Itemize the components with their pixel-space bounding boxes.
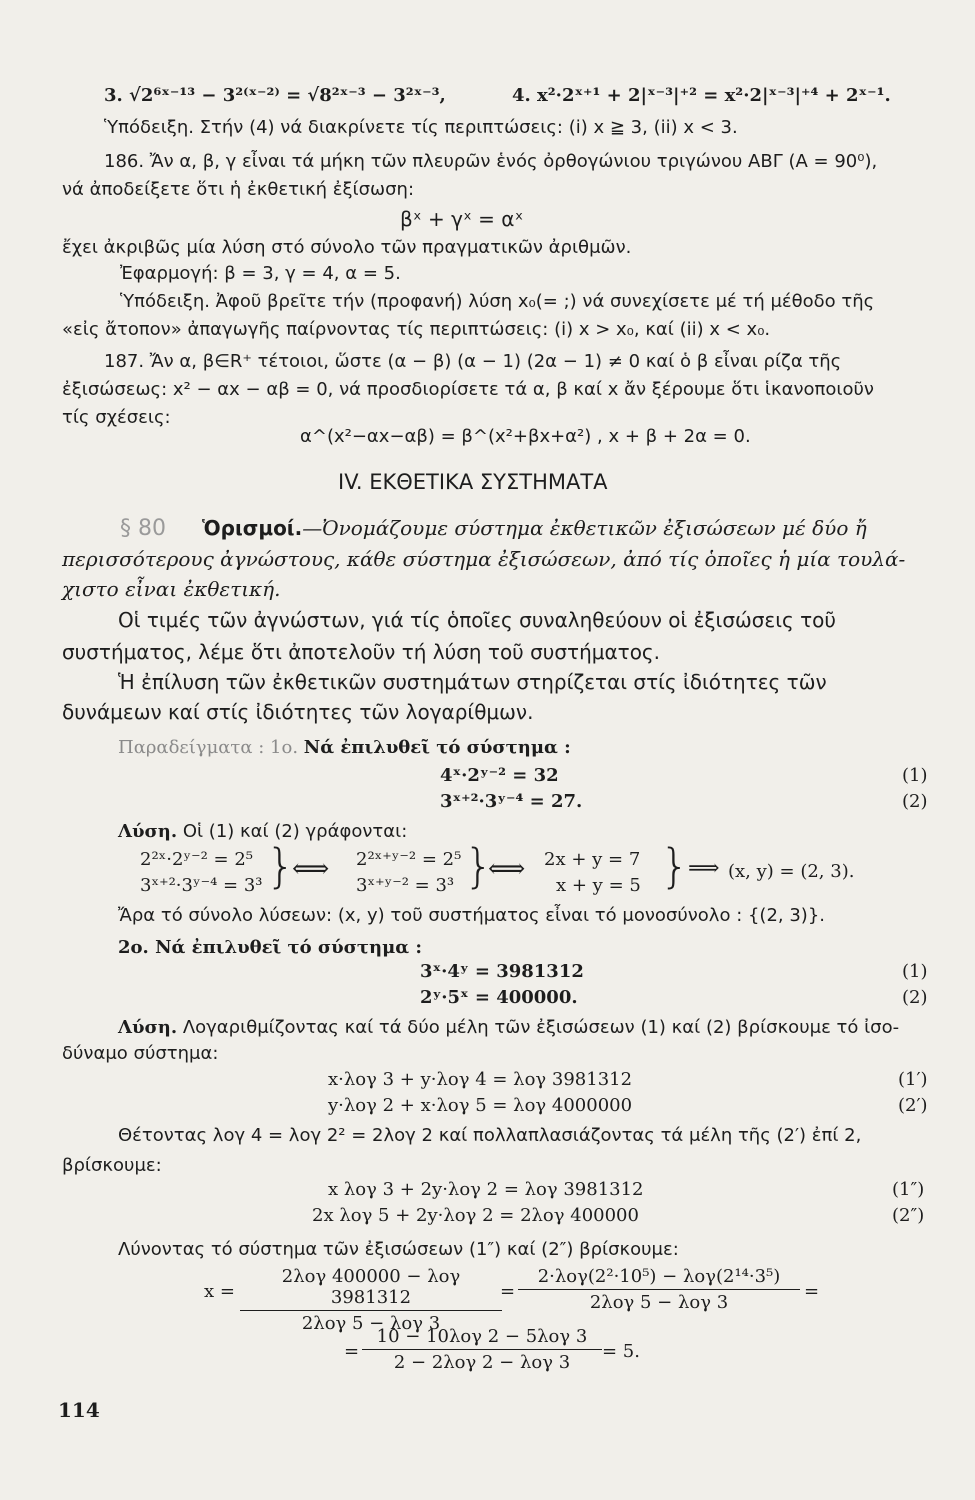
definition-line3: χιστο εἶναι ἐκθετική. bbox=[62, 577, 281, 601]
step3-eq-b: x + y = 5 bbox=[556, 875, 641, 896]
exercise-186-application: Ἐφαρμογή: β = 3, γ = 4, α = 5. bbox=[120, 263, 401, 284]
fraction-1-denominator: 2λογ 5 − λογ 3 bbox=[301, 1313, 441, 1334]
fraction-3-bar bbox=[362, 1349, 602, 1350]
exercise-187-line3: τίς σχέσεις: bbox=[62, 407, 171, 428]
step1-eq-b: 3ˣ⁺²·3ʸ⁻⁴ = 3³ bbox=[140, 875, 263, 896]
paragraph2-line1: Ἡ ἐπίλυση τῶν ἐκθετικῶν συστημάτων στηρίζεται στίς ἰδιότητες τῶν bbox=[118, 670, 827, 694]
definition-line1 bbox=[202, 516, 867, 540]
fraction-3 bbox=[362, 1326, 602, 1373]
step3-brace: } bbox=[660, 839, 690, 893]
fraction-3-numerator: 10 − 10λογ 2 − 5λογ 3 bbox=[376, 1326, 588, 1347]
fraction-1-numerator: 2λογ 400000 − λογ 3981312 bbox=[281, 1266, 461, 1308]
example1-solution-label: Λύση. bbox=[118, 821, 178, 842]
step1-eq-a: 2²ˣ·2ʸ⁻² = 2⁵ bbox=[140, 849, 254, 870]
log-eq1: x·λογ 3 + y·λογ 4 = λογ 3981312 bbox=[328, 1069, 633, 1090]
paragraph2-line2: δυνάμεων καί στίς ἰδιότητες τῶν λογαρίθμων. bbox=[62, 700, 534, 724]
solving-text: Λύνοντας τό σύστημα τῶν ἐξισώσεων (1″) καί (2″) βρίσκουμε: bbox=[118, 1239, 679, 1260]
example1-solution-line bbox=[118, 820, 407, 844]
example2-eq1: 3ˣ·4ʸ = 3981312 bbox=[420, 961, 584, 982]
mult-eq1: x λογ 3 + 2y·λογ 2 = λογ 3981312 bbox=[328, 1179, 644, 1200]
fraction-1 bbox=[240, 1266, 502, 1334]
page-number: 114 bbox=[58, 1398, 100, 1422]
fraction-2-numerator: 2·λογ(2²·10⁵) − λογ(2¹⁴·3⁵) bbox=[537, 1266, 781, 1287]
step1-brace: } bbox=[266, 839, 296, 893]
equals-sign-2: = bbox=[804, 1281, 820, 1302]
x-equals: x = bbox=[204, 1281, 235, 1302]
exercise-186-line3: ἔχει ἀκριβῶς μία λύση στό σύνολο τῶν πραγματικῶν ἀριθμῶν. bbox=[62, 237, 632, 258]
mult-eq1-number: (1″) bbox=[892, 1179, 925, 1200]
log-eq1-number: (1′) bbox=[898, 1069, 928, 1090]
fraction-3-denominator: 2 − 2λογ 2 − λογ 3 bbox=[393, 1352, 571, 1373]
fraction-2-denominator: 2λογ 5 − λογ 3 bbox=[589, 1292, 729, 1313]
section-number: § 80 bbox=[120, 516, 166, 541]
exercise-186-hint1: Ὑπόδειξη. Ἀφοῦ βρεῖτε τήν (προφανή) λύση x₀(= ;) νά συνεχίσετε μέ τή μέθοδο τῆς bbox=[120, 291, 875, 312]
final-result: = 5. bbox=[602, 1341, 640, 1362]
paragraph1-line1: Οἱ τιμές τῶν ἀγνώστων, γιά τίς ὁποῖες συναληθεύουν οἱ ἐξισώσεις τοῦ bbox=[118, 608, 836, 632]
implies-arrow: ⟹ bbox=[688, 856, 720, 881]
exercise-186-equation: βˣ + γˣ = αˣ bbox=[400, 207, 524, 231]
definition-text-1: —Ὀνομάζουμε σύστημα ἐκθετικῶν ἐξισώσεων μέ δύο ἤ bbox=[302, 516, 867, 540]
exercise-4: 4. x²·2ˣ⁺¹ + 2|ˣ⁻³|⁺² = x²·2|ˣ⁻³|⁺⁴ + 2ˣ⁻¹. bbox=[512, 85, 891, 106]
example2-eq1-number: (1) bbox=[902, 961, 928, 982]
log-eq2-number: (2′) bbox=[898, 1095, 928, 1116]
example2-solution-label: Λύση. bbox=[118, 1017, 178, 1038]
exercise-186-hint2: «εἰς ἄτοπον» ἀπαγωγῆς παίρνοντας τίς περιπτώσεις: (i) x > x₀, καί (ii) x < x₀. bbox=[62, 319, 771, 340]
exercise-186-line1: 186. Ἄν α, β, γ εἶναι τά μήκη τῶν πλευρῶν ἑνός ὀρθογώνιου τριγώνου ΑΒΓ (Α = 90⁰), bbox=[104, 151, 878, 172]
example2-solution-text1: Λογαριθμίζοντας καί τά δύο μέλη τῶν ἐξισώσεων (1) καί (2) βρίσκουμε τό ἰσο- bbox=[182, 1017, 900, 1038]
fraction-1-bar bbox=[240, 1310, 502, 1311]
example2-solution-line2: δύναμο σύστημα: bbox=[62, 1043, 219, 1064]
example1-eq1: 4ˣ·2ʸ⁻² = 32 bbox=[440, 765, 559, 786]
step2-brace: } bbox=[464, 839, 494, 893]
equivalence-arrow-2: ⟺ bbox=[488, 854, 526, 884]
exercise-3: 3. √2⁶ˣ⁻¹³ − 3²⁽ˣ⁻²⁾ = √8²ˣ⁻³ − 3²ˣ⁻³, bbox=[104, 85, 446, 106]
exercise-186-line2: νά ἀποδείξετε ὅτι ἡ ἐκθετική ἐξίσωση: bbox=[62, 179, 415, 200]
exercise-187-line1: 187. Ἄν α, β∈R⁺ τέτοιοι, ὥστε (α − β) (α − 1) (2α − 1) ≠ 0 καί ὁ β εἶναι ρίζα τῆς bbox=[104, 351, 842, 372]
example1-heading-line bbox=[118, 736, 571, 760]
exercise-187-equation: α^(x²−αx−αβ) = β^(x²+βx+α²) , x + β + 2α = 0. bbox=[300, 426, 751, 447]
example2-eq2: 2ʸ·5ˣ = 400000. bbox=[420, 987, 578, 1008]
example1-heading: Νά ἐπιλυθεῖ τό σύστημα : bbox=[303, 737, 571, 758]
mult-eq2: 2x λογ 5 + 2y·λογ 2 = 2λογ 400000 bbox=[312, 1205, 639, 1226]
log-eq2: y·λογ 2 + x·λογ 5 = λογ 4000000 bbox=[328, 1095, 633, 1116]
step3-eq-a: 2x + y = 7 bbox=[544, 849, 641, 870]
examples-label: Παραδείγματα : 1ο. bbox=[118, 737, 299, 758]
step2-eq-a: 2²ˣ⁺ʸ⁻² = 2⁵ bbox=[356, 849, 462, 870]
setting-line2: βρίσκουμε: bbox=[62, 1155, 162, 1176]
exercise-187-line2: ἐξισώσεως: x² − αx − αβ = 0, νά προσδιορίσετε τά α, β καί x ἄν ξέρουμε ὅτι ἱκανοποιοῦν bbox=[62, 379, 874, 400]
definition-line2: περισσότερους ἀγνώστους, κάθε σύστημα ἐξισώσεων, ἀπό τίς ὁποῖες ἡ μία τουλά- bbox=[62, 547, 906, 571]
step2-eq-b: 3ˣ⁺ʸ⁻² = 3³ bbox=[356, 875, 455, 896]
example2-eq2-number: (2) bbox=[902, 987, 928, 1008]
example2-solution-line1 bbox=[118, 1016, 899, 1040]
equals-sign-1: = bbox=[500, 1281, 516, 1302]
fraction-2-bar bbox=[518, 1289, 800, 1290]
example2-heading: 2ο. Νά ἐπιλυθεῖ τό σύστημα : bbox=[118, 937, 423, 958]
setting-line1: Θέτοντας λογ 4 = λογ 2² = 2λογ 2 καί πολλαπλασιάζοντας τά μέλη τῆς (2′) ἐπί 2, bbox=[118, 1125, 862, 1146]
hint-exercise-4: Ὑπόδειξη. Στήν (4) νά διακρίνετε τίς περιπτώσεις: (i) x ≧ 3, (ii) x < 3. bbox=[104, 117, 738, 138]
example1-eq2: 3ˣ⁺²·3ʸ⁻⁴ = 27. bbox=[440, 791, 583, 812]
example1-solution-text: Οἱ (1) καί (2) γράφονται: bbox=[182, 821, 408, 842]
equivalence-arrow-1: ⟺ bbox=[292, 854, 330, 884]
example1-conclusion: Ἄρα τό σύνολο λύσεων: (x, y) τοῦ συστήματος εἶναι τό μονοσύνολο : {(2, 3)}. bbox=[118, 905, 825, 926]
example1-eq2-number: (2) bbox=[902, 791, 928, 812]
fraction-2 bbox=[518, 1266, 800, 1313]
section-title: IV. ΕΚΘΕΤΙΚΑ ΣΥΣΤΗΜΑΤΑ bbox=[338, 470, 608, 494]
equals-sign-3: = bbox=[344, 1341, 360, 1362]
mult-eq2-number: (2″) bbox=[892, 1205, 925, 1226]
example1-eq1-number: (1) bbox=[902, 765, 928, 786]
example1-result: (x, y) = (2, 3). bbox=[728, 861, 855, 882]
definition-heading: Ὁρισμοί. bbox=[202, 516, 303, 540]
paragraph1-line2: συστήματος, λέμε ὅτι ἀποτελοῦν τή λύση τοῦ συστήματος. bbox=[62, 640, 661, 664]
